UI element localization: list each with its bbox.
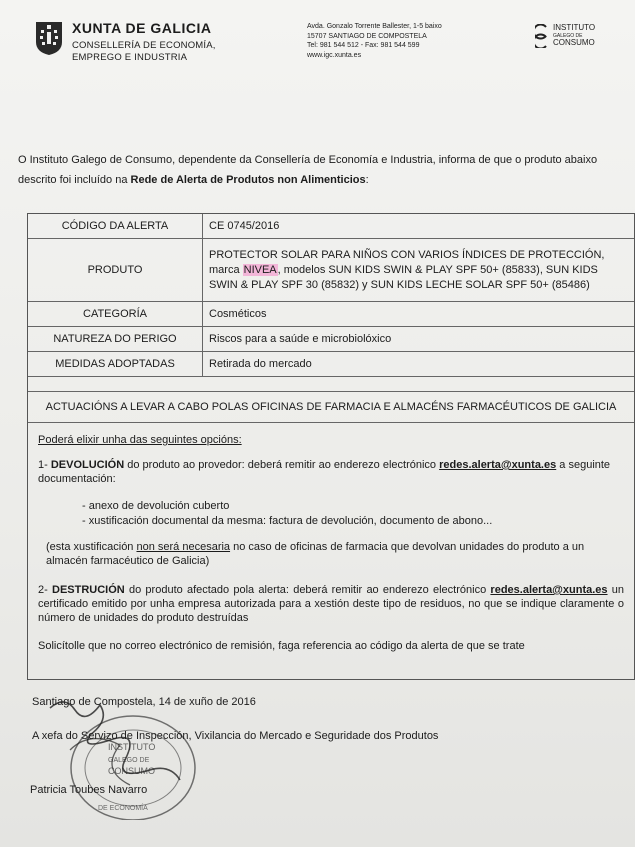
org-subtitle xyxy=(72,40,216,64)
address-line: 15707 SANTIAGO DE COMPOSTELA xyxy=(307,32,427,40)
option-1-item-2: - xustificación documental da mesma: factura de devolución, documento de abono... xyxy=(82,515,493,527)
address-line: Avda. Gonzalo Torrente Ballester, 1-5 baixo xyxy=(307,23,442,30)
footer-name: Patricia Toubes Navarro xyxy=(30,784,148,796)
option-1-number: 1- xyxy=(38,459,51,471)
address-block xyxy=(307,22,442,60)
option-1-end: a seguinte documentación: xyxy=(38,459,611,485)
product-label: PRODUTO xyxy=(28,239,203,301)
options-intro-text: Poderá elixir unha das seguintes opcións: xyxy=(38,434,242,446)
product-value xyxy=(203,239,634,301)
org-title: XUNTA DE GALICIA xyxy=(72,20,212,36)
category-label: CATEGORÍA xyxy=(28,302,203,326)
igc-line-2: GALEGO DE xyxy=(553,32,583,39)
actions-title: ACTUACIÓNS A LEVAR A CABO POLAS OFICINAS DE FARMACIA E ALMACÉNS FARMACÉUTICOS DE GALICIA xyxy=(28,391,634,423)
danger-row xyxy=(28,327,634,352)
svg-text:INSTITUTO: INSTITUTO xyxy=(108,742,156,752)
footer-date: Santiago de Compostela, 14 de xuño de 2016 xyxy=(32,696,256,708)
address-line: www.igc.xunta.es xyxy=(307,51,362,59)
product-text-1: PROTECTOR SOLAR PARA NIÑOS CON VARIOS ÍNDICES DE PROTECCIÓN, marca xyxy=(209,248,605,276)
intro-network-name: Rede de Alerta de Produtos non Alimenticios xyxy=(130,174,366,186)
measures-value: Retirada do mercado xyxy=(209,357,312,370)
option-1-note xyxy=(46,540,624,568)
option-2-title: DESTRUCIÓN xyxy=(52,584,125,596)
actions-body xyxy=(28,423,634,679)
igc-line-1: INSTITUTO xyxy=(553,23,596,32)
product-row xyxy=(28,239,634,302)
option-2 xyxy=(38,583,624,625)
intro-end: : xyxy=(365,174,369,186)
product-brand-highlight: NIVEA xyxy=(243,263,277,276)
intro-paragraph xyxy=(18,150,630,190)
igc-logo-icon xyxy=(535,24,551,48)
option-1-email: redes.alerta@xunta.es xyxy=(439,459,557,471)
igc-line-3: CONSUMO xyxy=(553,37,595,47)
alert-code-value: CE 0745/2016 xyxy=(209,219,280,232)
igc-logo-text xyxy=(553,24,595,47)
danger-label: NATUREZA DO PERIGO xyxy=(28,327,203,351)
note-text-1: (esta xustificación xyxy=(46,541,137,553)
options-intro xyxy=(38,433,624,447)
org-subtitle-line-2: EMPREGO E INDUSTRIA xyxy=(72,52,188,63)
option-2-email: redes.alerta@xunta.es xyxy=(490,584,608,596)
org-subtitle-line-1: CONSELLERÍA DE ECONOMÍA, xyxy=(72,40,216,51)
category-value: Cosméticos xyxy=(209,307,267,320)
svg-text:DE ECONOMÍA: DE ECONOMÍA xyxy=(98,805,148,812)
svg-text:CONSUMO: CONSUMO xyxy=(108,766,155,776)
closing-text: Solicítolle que no correo electrónico de remisión, faga referencia ao código da alerta de que se trate xyxy=(38,640,525,652)
alert-table xyxy=(27,213,635,680)
measures-label: MEDIDAS ADOPTADAS xyxy=(28,352,203,376)
address-line: Tel: 981 544 512 - Fax: 981 544 599 xyxy=(307,42,420,49)
option-2-text: do produto afectado pola alerta: deberá remitir ao enderezo electrónico xyxy=(124,584,491,596)
danger-value: Riscos para a saúde e microbiolóxico xyxy=(209,332,392,345)
option-1 xyxy=(38,458,624,486)
svg-text:GALEGO DE: GALEGO DE xyxy=(108,757,150,764)
option-1-item-1: - anexo de devolución cuberto xyxy=(82,500,230,512)
note-underlined: non será necesaria xyxy=(136,541,231,553)
option-1-title: DEVOLUCIÓN xyxy=(50,459,125,471)
measures-row xyxy=(28,352,634,377)
footer-role: A xefa do Servizo de Inspección, Vixilancia do Mercado e Seguridade dos Produtos xyxy=(32,730,439,742)
alert-code-row xyxy=(28,214,634,239)
option-1-text: do produto ao provedor: deberá remitir ao enderezo electrónico xyxy=(124,459,440,471)
product-text-2: , modelos SUN KIDS SWIN & PLAY SPF 50+ (85833), SUN KIDS SWIN & PLAY SPF 30 (85832) y SUN KIDS LECHE SOLAR SPF 50+ (85486) xyxy=(209,263,598,291)
alert-code-label: CÓDIGO DA ALERTA xyxy=(28,214,203,238)
xunta-coat-of-arms-icon xyxy=(34,20,64,56)
option-2-end: un certificado emitido por unha empresa autorizada para a xestión deste tipo de residuos, no que se indique claramente o número de unidades do produto destruídas xyxy=(38,584,625,624)
intro-text: O Instituto Galego de Consumo, dependente da Consellería de Economía e Industria, informa de que o produto abaixo descrito foi incluído na xyxy=(18,154,598,186)
note-text-2: no caso de oficinas de farmacia que devolvan unidades do produto a un almacén farmacéutico de Galicia) xyxy=(46,541,585,567)
option-2-number: 2- xyxy=(38,584,53,596)
category-row xyxy=(28,302,634,327)
